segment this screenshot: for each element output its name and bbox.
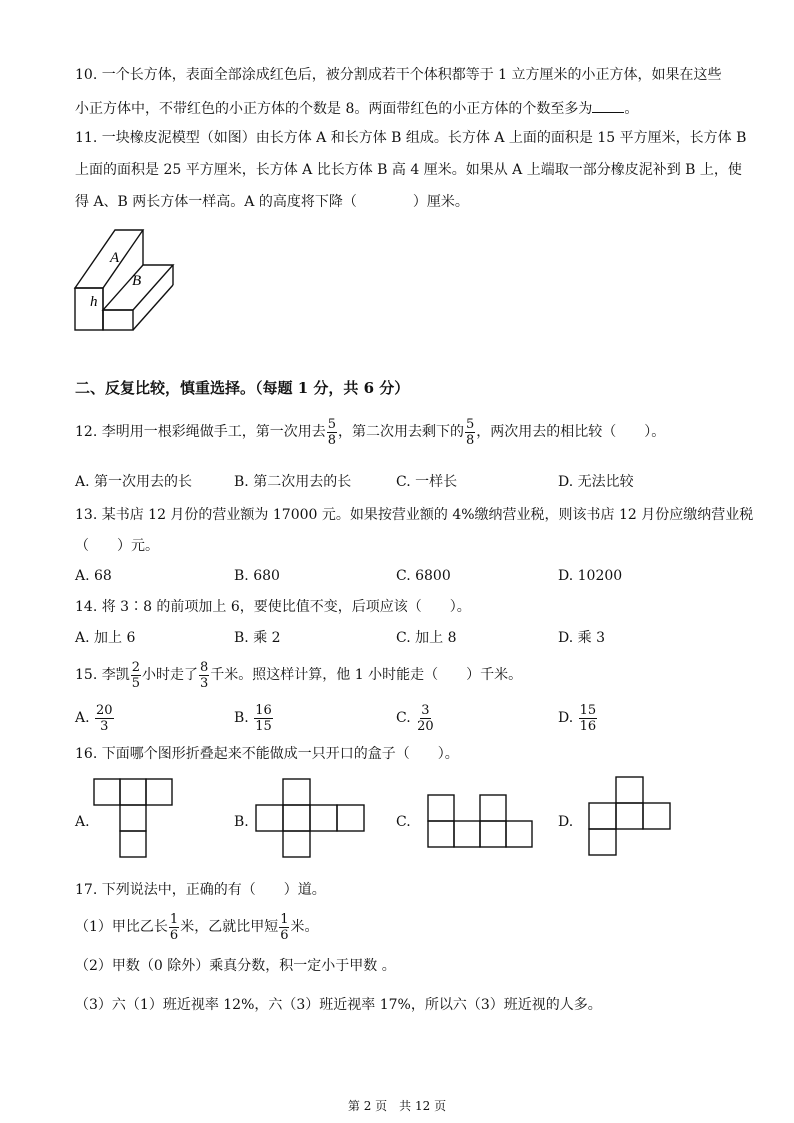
q15-frac2-den: 3 [200,675,209,691]
q12-frac2-num: 5 [466,416,475,432]
q15-option-d[interactable] [558,698,598,738]
q17-statement-1 [75,907,318,947]
q16-option-a-label[interactable]: A. [75,814,90,830]
q17-s1-part1: （1）甲比乙长 [75,919,168,935]
q12-part3: ，两次用去的相比较（ ）。 [476,424,666,440]
q14-option-d[interactable]: D. 乘 3 [558,630,605,646]
q15-frac1-num: 2 [131,659,140,675]
q15-option-c[interactable] [396,698,436,738]
answer-blank [592,98,624,113]
q12-frac2-den: 8 [466,432,475,448]
q14-stem: 14. 将 3∶8 的前项加上 6，要使比值不变，后项应该（ ）。 [75,599,471,615]
q11-line1: 11. 一块橡皮泥模型（如图）由长方体 A 和长方体 B 组成。长方体 A 上面的面积是 15 平方厘米，长方体 B [75,130,747,146]
q16-stem: 16. 下面哪个图形折叠起来不能做成一只开口的盒子（ ）。 [75,746,459,762]
label-h: h [90,294,98,310]
q12-option-c[interactable]: C. 一样长 [396,474,458,490]
q17-s1-fraction-2 [279,912,289,943]
section2-title: 二、反复比较，慎重选择。（每题 1 分，共 6 分） [75,379,410,397]
q15-fraction-1 [131,660,141,691]
q13-line1: 13. 某书店 12 月份的营业额为 17000 元。如果按营业额的 4%缴纳营业税，则该书店 12 月份应缴纳营业税 [75,507,754,523]
q15-option-b-label: B. [234,710,249,726]
q17-s1-part2: 米，乙就比甲短 [180,919,279,935]
q16-option-b-label[interactable]: B. [234,814,249,830]
clay-model-figure [70,220,190,340]
q15-option-a[interactable] [75,698,115,738]
q16-option-c-label[interactable]: C. [396,814,411,830]
q12-part1: 12. 李明用一根彩绳做手工，第一次用去 [75,424,326,440]
q17-s1-part3: 米。 [290,919,319,935]
q17-s1-frac1-num: 1 [169,911,179,927]
q16-net-a[interactable] [94,779,174,859]
q14-option-b[interactable]: B. 乘 2 [234,630,281,646]
q11-line3: 得 A、B 两长方体一样高。A 的高度将下降（ ）厘米。 [75,194,469,210]
q10-line2-text: 小正方体中，不带红色的小正方体的个数是 8。两面带红色的小正方体的个数至多为 [75,101,593,117]
label-b: B [132,273,142,289]
q16-net-c[interactable] [428,795,538,849]
q15-option-c-den: 20 [417,718,434,734]
q15-option-b-den: 15 [255,718,272,734]
q13-option-b[interactable]: B. 680 [234,568,280,584]
q17-statement-3: （3）六（1）班近视率 12%，六（3）班近视率 17%，所以六（3）班近视的人多。 [75,997,602,1013]
q15-option-b[interactable] [234,698,274,738]
q12-fraction-1 [327,417,337,448]
q12-part2: ，第二次用去剩下的 [338,424,464,440]
q15-option-d-label: D. [558,710,574,726]
q15-option-a-num: 20 [96,702,113,718]
q15-part2: 小时走了 [142,667,198,683]
q15-option-d-den: 16 [579,718,597,734]
q17-s1-fraction-1 [169,912,179,943]
q15-option-c-label: C. [396,710,411,726]
q11-line2: 上面的面积是 25 平方厘米，长方体 A 比长方体 B 高 4 厘米。如果从 A 上端取一部分橡皮泥补到 B 上，使 [75,162,742,178]
q13-option-c[interactable]: C. 6800 [396,568,451,584]
q14-option-c[interactable]: C. 加上 8 [396,630,457,646]
q15-fraction-2 [199,660,209,691]
q12-option-b[interactable]: B. 第二次用去的长 [234,474,352,490]
q15-stem [75,655,522,695]
q16-option-d-label[interactable]: D. [558,814,574,830]
q13-line2: （ ）元。 [75,538,159,554]
q15-frac2-num: 8 [200,659,209,675]
q10-line2 [75,98,638,119]
q13-option-a[interactable]: A. 68 [75,568,112,584]
q17-stem: 17. 下列说法中，正确的有（ ）道。 [75,882,326,898]
q17-statement-2: （2）甲数（0 除外）乘真分数，积一定小于甲数 。 [75,958,396,974]
q13-option-d[interactable]: D. 10200 [558,568,623,584]
q15-option-a-den: 3 [100,718,109,734]
q12-option-d[interactable]: D. 无法比较 [558,474,634,490]
q12-fraction-2 [465,417,475,448]
q14-option-a[interactable]: A. 加上 6 [75,630,136,646]
q15-option-a-label: A. [75,710,90,726]
page-footer: 第 2 页 共 12 页 [347,1099,447,1113]
q12-frac1-den: 8 [327,432,336,448]
q17-s1-frac2-num: 1 [280,911,289,927]
q17-s1-frac2-den: 6 [280,927,289,943]
q15-part3: 千米。照这样计算，他 1 小时能走（ ）千米。 [210,667,523,683]
q12-stem [75,412,665,452]
q16-net-d[interactable] [589,777,673,857]
q15-option-c-num: 3 [421,702,430,718]
label-a: A [110,250,120,266]
q10-line1: 10. 一个长方体，表面全部涂成红色后，被分割成若干个体积都等于 1 立方厘米的小正方体，如果在这些 [75,67,722,83]
q15-frac1-den: 5 [131,675,140,691]
q15-part1: 15. 李凯 [75,667,130,683]
q17-s1-frac1-den: 6 [169,927,179,943]
q10-line2-end: 。 [624,101,639,117]
q12-frac1-num: 5 [327,416,336,432]
q15-option-d-num: 15 [579,702,597,718]
q16-net-b[interactable] [256,779,366,859]
q15-option-b-num: 16 [255,702,272,718]
q12-option-a[interactable]: A. 第一次用去的长 [75,474,193,490]
